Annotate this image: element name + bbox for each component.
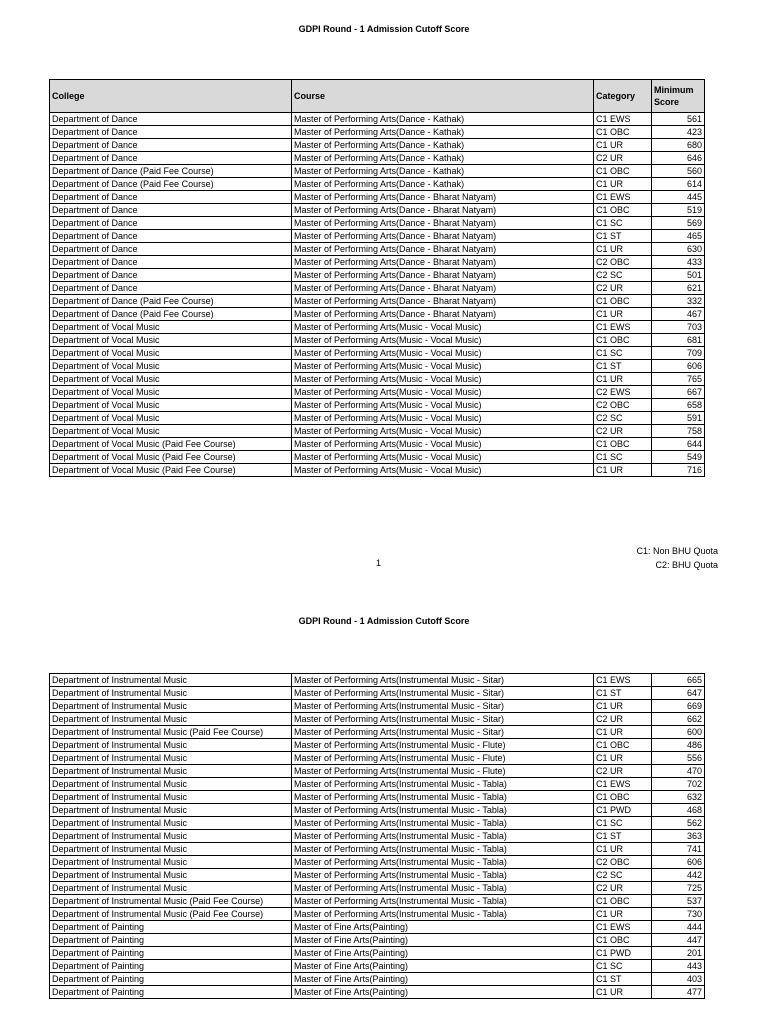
cell-category: C1 EWS (594, 778, 652, 791)
cell-minimum-score: 445 (652, 191, 705, 204)
cell-minimum-score: 561 (652, 113, 705, 126)
cell-minimum-score: 501 (652, 269, 705, 282)
table-row (50, 895, 705, 908)
cell-minimum-score: 606 (652, 856, 705, 869)
cell-category: C1 PWD (594, 804, 652, 817)
cell-college: Department of Vocal Music (50, 373, 292, 386)
cell-minimum-score: 556 (652, 752, 705, 765)
cell-category: C1 UR (594, 752, 652, 765)
cell-category: C1 UR (594, 908, 652, 921)
cell-college: Department of Dance (50, 204, 292, 217)
table-row (50, 139, 705, 152)
cell-college: Department of Painting (50, 934, 292, 947)
cell-minimum-score: 644 (652, 438, 705, 451)
cell-course: Master of Performing Arts(Dance - Bharat Natyam) (292, 243, 594, 256)
cell-college: Department of Dance (50, 243, 292, 256)
cell-category: C1 UR (594, 464, 652, 477)
cell-minimum-score: 614 (652, 178, 705, 191)
cell-minimum-score: 658 (652, 399, 705, 412)
table-body (50, 113, 705, 477)
cell-college: Department of Instrumental Music (Paid Fee Course) (50, 895, 292, 908)
cell-category: C1 ST (594, 830, 652, 843)
cell-minimum-score: 470 (652, 765, 705, 778)
cell-college: Department of Painting (50, 921, 292, 934)
cell-college: Department of Vocal Music (50, 321, 292, 334)
cell-category: C1 UR (594, 373, 652, 386)
cell-course: Master of Fine Arts(Painting) (292, 921, 594, 934)
cell-minimum-score: 741 (652, 843, 705, 856)
table-row (50, 113, 705, 126)
cell-college: Department of Instrumental Music (50, 869, 292, 882)
cell-category: C1 SC (594, 817, 652, 830)
cell-course: Master of Fine Arts(Painting) (292, 973, 594, 986)
cell-category: C1 OBC (594, 895, 652, 908)
table-row (50, 451, 705, 464)
table-row (50, 217, 705, 230)
quota-legend (636, 544, 718, 572)
cell-minimum-score: 486 (652, 739, 705, 752)
cell-course: Master of Performing Arts(Instrumental Music - Tabla) (292, 869, 594, 882)
cell-course: Master of Performing Arts(Instrumental Music - Tabla) (292, 908, 594, 921)
cell-category: C2 UR (594, 765, 652, 778)
cell-course: Master of Performing Arts(Music - Vocal Music) (292, 334, 594, 347)
table-row (50, 282, 705, 295)
cell-category: C1 UR (594, 700, 652, 713)
cell-category: C1 UR (594, 843, 652, 856)
cell-course: Master of Performing Arts(Dance - Kathak) (292, 113, 594, 126)
cell-college: Department of Vocal Music (50, 347, 292, 360)
table-row (50, 373, 705, 386)
cell-college: Department of Dance (50, 139, 292, 152)
cell-category: C1 EWS (594, 321, 652, 334)
cell-category: C1 OBC (594, 165, 652, 178)
table-row (50, 934, 705, 947)
table-row (50, 230, 705, 243)
table-row (50, 960, 705, 973)
table-row (50, 321, 705, 334)
cell-course: Master of Performing Arts(Dance - Kathak) (292, 152, 594, 165)
cell-category: C1 ST (594, 973, 652, 986)
table-row (50, 399, 705, 412)
cell-course: Master of Performing Arts(Instrumental Music - Tabla) (292, 856, 594, 869)
cell-course: Master of Performing Arts(Instrumental Music - Tabla) (292, 843, 594, 856)
cell-category: C1 OBC (594, 204, 652, 217)
cell-course: Master of Performing Arts(Dance - Bharat Natyam) (292, 204, 594, 217)
table-row (50, 804, 705, 817)
header-minimum-score: Minimum Score (652, 80, 705, 113)
header-college: College (50, 80, 292, 113)
cell-minimum-score: 662 (652, 713, 705, 726)
cell-minimum-score: 549 (652, 451, 705, 464)
table-row (50, 739, 705, 752)
cell-course: Master of Fine Arts(Painting) (292, 986, 594, 999)
cell-course: Master of Performing Arts(Music - Vocal Music) (292, 438, 594, 451)
table-body (50, 674, 705, 999)
cell-course: Master of Performing Arts(Music - Vocal Music) (292, 399, 594, 412)
table-row (50, 126, 705, 139)
cell-category: C1 EWS (594, 191, 652, 204)
cell-category: C1 OBC (594, 438, 652, 451)
cell-minimum-score: 519 (652, 204, 705, 217)
cell-category: C1 ST (594, 230, 652, 243)
cell-category: C1 OBC (594, 334, 652, 347)
cell-course: Master of Performing Arts(Music - Vocal Music) (292, 347, 594, 360)
cell-college: Department of Instrumental Music (Paid Fee Course) (50, 726, 292, 739)
cell-minimum-score: 606 (652, 360, 705, 373)
cell-minimum-score: 442 (652, 869, 705, 882)
cell-college: Department of Dance (50, 269, 292, 282)
cell-college: Department of Dance (Paid Fee Course) (50, 295, 292, 308)
cell-minimum-score: 730 (652, 908, 705, 921)
cell-college: Department of Instrumental Music (50, 700, 292, 713)
cell-college: Department of Instrumental Music (50, 856, 292, 869)
table-row (50, 869, 705, 882)
table-row (50, 347, 705, 360)
cell-minimum-score: 702 (652, 778, 705, 791)
cell-college: Department of Instrumental Music (50, 765, 292, 778)
table-row (50, 464, 705, 477)
cell-college: Department of Dance (50, 126, 292, 139)
legend-c2: C2: BHU Quota (655, 560, 718, 570)
cell-college: Department of Vocal Music (Paid Fee Course) (50, 464, 292, 477)
page-title: GDPI Round - 1 Admission Cutoff Score (298, 24, 470, 34)
page-number: 1 (376, 558, 382, 568)
cell-college: Department of Dance (50, 256, 292, 269)
cell-course: Master of Performing Arts(Music - Vocal Music) (292, 386, 594, 399)
cell-minimum-score: 332 (652, 295, 705, 308)
cell-minimum-score: 765 (652, 373, 705, 386)
cell-course: Master of Performing Arts(Dance - Bharat Natyam) (292, 191, 594, 204)
cell-college: Department of Vocal Music (50, 425, 292, 438)
cell-category: C2 EWS (594, 386, 652, 399)
cell-course: Master of Performing Arts(Dance - Kathak) (292, 126, 594, 139)
table-row (50, 908, 705, 921)
cell-minimum-score: 758 (652, 425, 705, 438)
table-row (50, 726, 705, 739)
cell-category: C1 UR (594, 139, 652, 152)
cell-course: Master of Performing Arts(Dance - Bharat Natyam) (292, 282, 594, 295)
cell-college: Department of Instrumental Music (50, 687, 292, 700)
table-row (50, 752, 705, 765)
document-page-2 (0, 590, 768, 1024)
cell-college: Department of Instrumental Music (50, 739, 292, 752)
cell-category: C2 OBC (594, 256, 652, 269)
cell-minimum-score: 669 (652, 700, 705, 713)
cell-category: C1 OBC (594, 295, 652, 308)
cell-course: Master of Fine Arts(Painting) (292, 934, 594, 947)
cell-minimum-score: 647 (652, 687, 705, 700)
cell-minimum-score: 403 (652, 973, 705, 986)
cell-minimum-score: 447 (652, 934, 705, 947)
cell-course: Master of Performing Arts(Music - Vocal Music) (292, 412, 594, 425)
table-row (50, 856, 705, 869)
cell-minimum-score: 725 (652, 882, 705, 895)
cell-course: Master of Performing Arts(Instrumental Music - Sitar) (292, 713, 594, 726)
cell-category: C2 SC (594, 269, 652, 282)
cell-college: Department of Dance (50, 230, 292, 243)
cell-college: Department of Instrumental Music (50, 843, 292, 856)
table-row (50, 843, 705, 856)
cell-college: Department of Vocal Music (Paid Fee Course) (50, 438, 292, 451)
table-row (50, 921, 705, 934)
table-row (50, 778, 705, 791)
table-row (50, 243, 705, 256)
cell-college: Department of Instrumental Music (50, 752, 292, 765)
cell-course: Master of Performing Arts(Dance - Bharat Natyam) (292, 256, 594, 269)
cell-college: Department of Dance (50, 113, 292, 126)
cell-category: C1 OBC (594, 739, 652, 752)
cell-course: Master of Performing Arts(Instrumental Music - Sitar) (292, 687, 594, 700)
table-row (50, 191, 705, 204)
table-row (50, 334, 705, 347)
cell-minimum-score: 423 (652, 126, 705, 139)
cell-college: Department of Instrumental Music (50, 778, 292, 791)
cell-college: Department of Vocal Music (50, 386, 292, 399)
cell-minimum-score: 600 (652, 726, 705, 739)
cell-course: Master of Performing Arts(Instrumental Music - Flute) (292, 765, 594, 778)
cell-minimum-score: 433 (652, 256, 705, 269)
cell-minimum-score: 680 (652, 139, 705, 152)
table-row (50, 308, 705, 321)
cell-category: C2 OBC (594, 399, 652, 412)
cell-course: Master of Performing Arts(Dance - Bharat Natyam) (292, 308, 594, 321)
cell-minimum-score: 709 (652, 347, 705, 360)
cell-college: Department of Painting (50, 960, 292, 973)
cell-course: Master of Performing Arts(Instrumental Music - Tabla) (292, 778, 594, 791)
cell-category: C1 PWD (594, 947, 652, 960)
cell-course: Master of Performing Arts(Instrumental Music - Sitar) (292, 700, 594, 713)
cell-college: Department of Dance (50, 282, 292, 295)
cell-minimum-score: 477 (652, 986, 705, 999)
table-row (50, 425, 705, 438)
cell-course: Master of Performing Arts(Instrumental Music - Tabla) (292, 817, 594, 830)
cell-category: C1 OBC (594, 791, 652, 804)
cell-category: C2 UR (594, 152, 652, 165)
cell-college: Department of Instrumental Music (50, 817, 292, 830)
legend-c1: C1: Non BHU Quota (636, 546, 718, 556)
cell-category: C1 EWS (594, 674, 652, 687)
cell-course: Master of Performing Arts(Instrumental Music - Flute) (292, 752, 594, 765)
cell-college: Department of Dance (50, 217, 292, 230)
table-header-row (50, 80, 705, 113)
cell-category: C1 ST (594, 687, 652, 700)
cell-college: Department of Instrumental Music (50, 713, 292, 726)
table-row (50, 947, 705, 960)
cell-college: Department of Dance (Paid Fee Course) (50, 308, 292, 321)
cell-college: Department of Dance (Paid Fee Course) (50, 178, 292, 191)
cell-minimum-score: 537 (652, 895, 705, 908)
cell-college: Department of Dance (50, 191, 292, 204)
cell-category: C1 OBC (594, 126, 652, 139)
cell-category: C1 UR (594, 986, 652, 999)
cell-minimum-score: 632 (652, 791, 705, 804)
cell-college: Department of Instrumental Music (50, 804, 292, 817)
cell-course: Master of Performing Arts(Dance - Kathak) (292, 165, 594, 178)
table-row (50, 674, 705, 687)
cell-college: Department of Instrumental Music (50, 882, 292, 895)
cell-minimum-score: 630 (652, 243, 705, 256)
cell-course: Master of Performing Arts(Dance - Kathak) (292, 178, 594, 191)
cell-college: Department of Vocal Music (50, 360, 292, 373)
cell-minimum-score: 591 (652, 412, 705, 425)
cell-college: Department of Instrumental Music (Paid Fee Course) (50, 908, 292, 921)
cell-college: Department of Painting (50, 986, 292, 999)
cell-course: Master of Performing Arts(Instrumental Music - Tabla) (292, 882, 594, 895)
cell-category: C2 SC (594, 869, 652, 882)
cell-category: C1 ST (594, 360, 652, 373)
cell-course: Master of Performing Arts(Instrumental Music - Tabla) (292, 804, 594, 817)
table-row (50, 713, 705, 726)
header-course: Course (292, 80, 594, 113)
cell-college: Department of Dance (50, 152, 292, 165)
cell-minimum-score: 467 (652, 308, 705, 321)
table-row (50, 830, 705, 843)
cell-minimum-score: 444 (652, 921, 705, 934)
cell-minimum-score: 667 (652, 386, 705, 399)
table-row (50, 386, 705, 399)
table-row (50, 152, 705, 165)
table-row (50, 791, 705, 804)
cell-college: Department of Vocal Music (50, 399, 292, 412)
cell-course: Master of Performing Arts(Music - Vocal Music) (292, 425, 594, 438)
cell-college: Department of Vocal Music (50, 412, 292, 425)
cell-category: C2 OBC (594, 856, 652, 869)
cell-college: Department of Painting (50, 947, 292, 960)
cell-college: Department of Instrumental Music (50, 830, 292, 843)
cell-course: Master of Performing Arts(Dance - Bharat Natyam) (292, 217, 594, 230)
cell-minimum-score: 465 (652, 230, 705, 243)
page-title: GDPI Round - 1 Admission Cutoff Score (298, 616, 470, 626)
cell-category: C1 SC (594, 960, 652, 973)
cell-category: C1 EWS (594, 113, 652, 126)
table-row (50, 295, 705, 308)
cell-course: Master of Performing Arts(Instrumental Music - Sitar) (292, 674, 594, 687)
cell-college: Department of Instrumental Music (50, 674, 292, 687)
cell-category: C2 UR (594, 713, 652, 726)
table-row (50, 178, 705, 191)
cell-category: C2 SC (594, 412, 652, 425)
cell-minimum-score: 703 (652, 321, 705, 334)
cell-course: Master of Performing Arts(Music - Vocal Music) (292, 451, 594, 464)
cell-course: Master of Performing Arts(Dance - Bharat Natyam) (292, 230, 594, 243)
cell-category: C1 EWS (594, 921, 652, 934)
table-row (50, 269, 705, 282)
cell-course: Master of Performing Arts(Instrumental Music - Tabla) (292, 830, 594, 843)
table-row (50, 765, 705, 778)
cutoff-table-page-1 (49, 79, 705, 477)
cell-course: Master of Performing Arts(Instrumental Music - Flute) (292, 739, 594, 752)
cell-minimum-score: 562 (652, 817, 705, 830)
table-row (50, 700, 705, 713)
table-row (50, 165, 705, 178)
cell-course: Master of Performing Arts(Music - Vocal Music) (292, 360, 594, 373)
cell-course: Master of Fine Arts(Painting) (292, 947, 594, 960)
table-row (50, 986, 705, 999)
table-row (50, 687, 705, 700)
table-row (50, 438, 705, 451)
table-row (50, 256, 705, 269)
cell-category: C1 SC (594, 347, 652, 360)
cell-course: Master of Performing Arts(Instrumental Music - Tabla) (292, 895, 594, 908)
table-row (50, 973, 705, 986)
header-category: Category (594, 80, 652, 113)
cell-course: Master of Performing Arts(Music - Vocal Music) (292, 321, 594, 334)
cell-course: Master of Performing Arts(Dance - Kathak) (292, 139, 594, 152)
cell-college: Department of Vocal Music (50, 334, 292, 347)
cutoff-table-page-2 (49, 673, 705, 999)
cell-course: Master of Performing Arts(Music - Vocal Music) (292, 373, 594, 386)
table-row (50, 360, 705, 373)
cell-college: Department of Vocal Music (Paid Fee Course) (50, 451, 292, 464)
cell-minimum-score: 681 (652, 334, 705, 347)
cell-college: Department of Painting (50, 973, 292, 986)
cell-category: C1 OBC (594, 934, 652, 947)
cell-college: Department of Dance (Paid Fee Course) (50, 165, 292, 178)
cell-category: C2 UR (594, 882, 652, 895)
cell-minimum-score: 569 (652, 217, 705, 230)
table-row (50, 412, 705, 425)
table-row (50, 882, 705, 895)
cell-category: C1 UR (594, 243, 652, 256)
cell-category: C1 SC (594, 217, 652, 230)
cell-category: C2 UR (594, 425, 652, 438)
cell-minimum-score: 621 (652, 282, 705, 295)
cell-course: Master of Performing Arts(Instrumental Music - Tabla) (292, 791, 594, 804)
cell-category: C1 UR (594, 308, 652, 321)
cell-course: Master of Fine Arts(Painting) (292, 960, 594, 973)
cell-category: C2 UR (594, 282, 652, 295)
cell-minimum-score: 363 (652, 830, 705, 843)
cell-course: Master of Performing Arts(Dance - Bharat Natyam) (292, 269, 594, 282)
cell-category: C1 UR (594, 178, 652, 191)
table-row (50, 817, 705, 830)
cell-minimum-score: 665 (652, 674, 705, 687)
cell-minimum-score: 443 (652, 960, 705, 973)
cell-minimum-score: 646 (652, 152, 705, 165)
cell-minimum-score: 560 (652, 165, 705, 178)
cell-college: Department of Instrumental Music (50, 791, 292, 804)
cell-minimum-score: 716 (652, 464, 705, 477)
cell-course: Master of Performing Arts(Instrumental Music - Sitar) (292, 726, 594, 739)
cell-course: Master of Performing Arts(Music - Vocal Music) (292, 464, 594, 477)
cell-minimum-score: 468 (652, 804, 705, 817)
cell-category: C1 UR (594, 726, 652, 739)
cell-minimum-score: 201 (652, 947, 705, 960)
table-row (50, 204, 705, 217)
cell-category: C1 SC (594, 451, 652, 464)
cell-course: Master of Performing Arts(Dance - Bharat Natyam) (292, 295, 594, 308)
